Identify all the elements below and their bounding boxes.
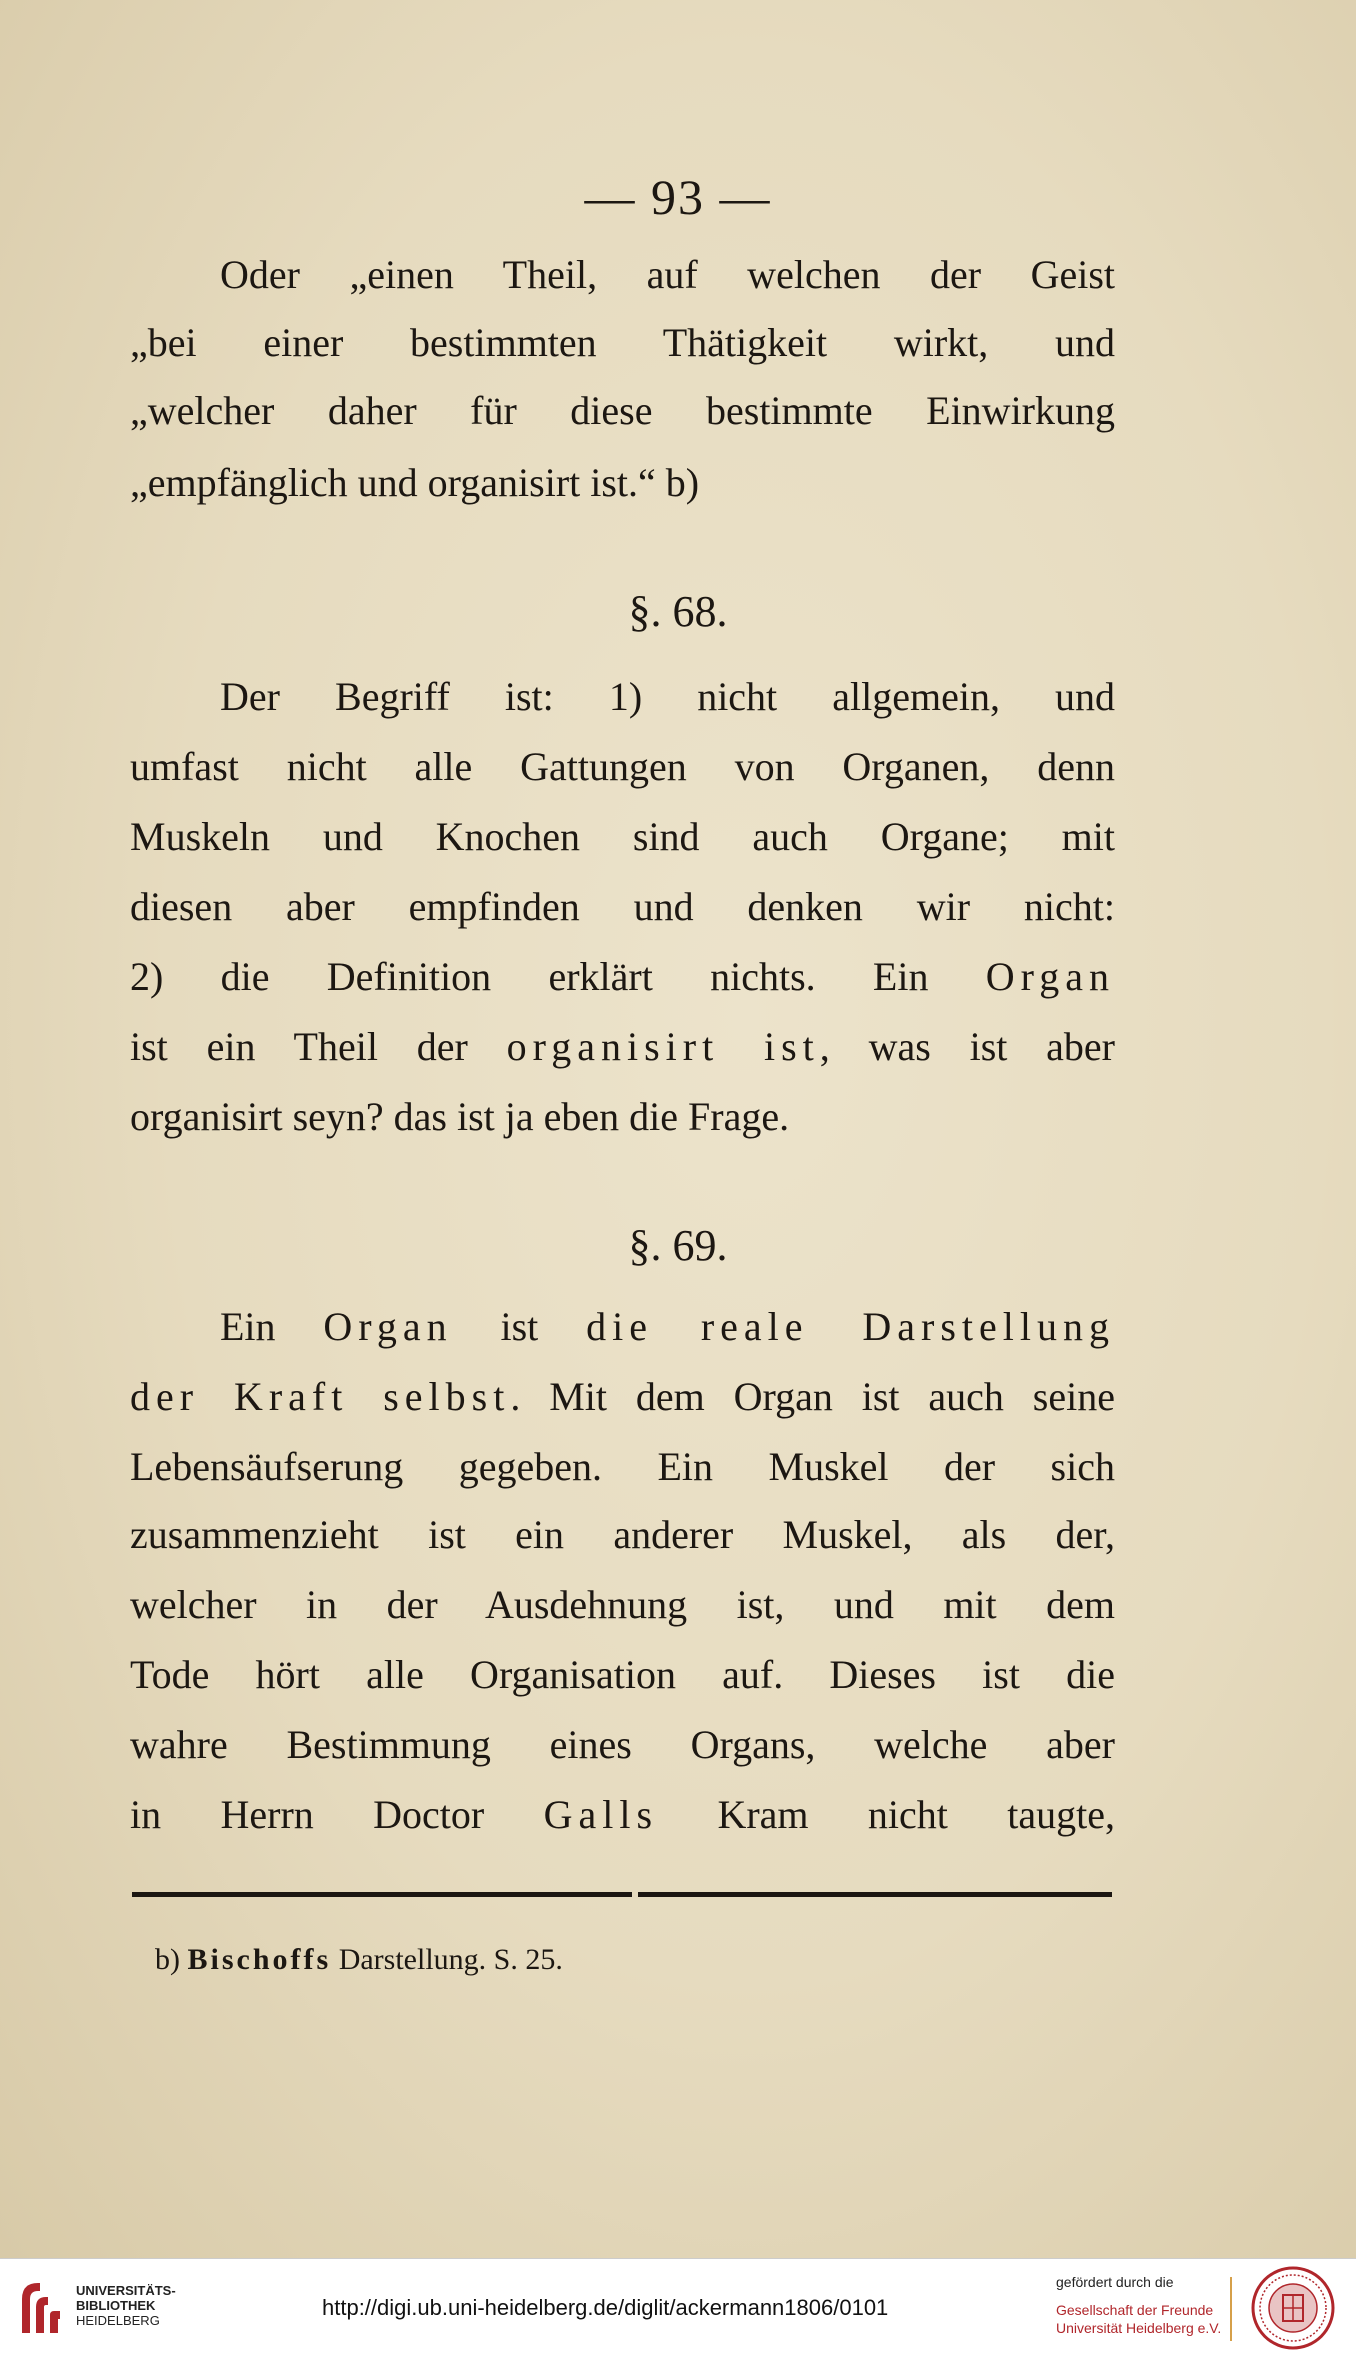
text-segment: in Herrn Doctor (130, 1792, 544, 1837)
text-segment: Ein (220, 1304, 324, 1349)
page-number: — 93 — (584, 169, 772, 225)
text-line: „empfänglich und organisirt ist.“ b) (130, 460, 700, 505)
text-line (130, 1790, 1115, 1840)
footnote-rule-gap (632, 1890, 638, 1899)
text-line (130, 1302, 1115, 1352)
emphasis-text: Organ (323, 1304, 453, 1349)
library-logo-icon[interactable] (14, 2277, 68, 2339)
university-seal-icon (1250, 2265, 1336, 2351)
emphasis-text: Galls (543, 1792, 659, 1837)
footnote-author: Bischoffs (187, 1943, 332, 1976)
sponsor-org[interactable]: Gesellschaft der Freunde (1056, 2302, 1214, 2318)
text-segment: , was ist aber (819, 1024, 1115, 1069)
emphasis-text: die (586, 1304, 653, 1349)
sponsor-block (1056, 2273, 1221, 2337)
text-segment: ist (452, 1304, 587, 1349)
text-line: umfast nicht alle Gattungen von Organen, denn (130, 744, 1115, 789)
library-name-line: BIBLIOTHEK (76, 2298, 156, 2313)
footnote (155, 1943, 563, 1977)
emphasis-text: der Kraft selbst (130, 1374, 511, 1419)
text-line: Muskeln und Knochen sind auch Organe; mit (130, 814, 1115, 859)
library-name-line: HEIDELBERG (76, 2313, 160, 2328)
emphasis-text: organisirt ist (506, 1024, 820, 1069)
section-heading-69: §. 69. (628, 1221, 728, 1270)
text-line: Tode hört alle Organisation auf. Dieses ist die (130, 1652, 1115, 1697)
emphasis-text: reale Darstellung (700, 1304, 1116, 1349)
text-line (130, 1022, 1115, 1072)
footnote-marker: b) (155, 1943, 180, 1976)
footnote-rule (132, 1892, 1112, 1897)
permalink-url[interactable]: http://digi.ub.uni-heidelberg.de/diglit/ackermann1806/0101 (322, 2295, 889, 2320)
footnote-text: Darstellung. S. 25. (331, 1943, 563, 1976)
text-segment: ist ein Theil der (130, 1024, 507, 1069)
text-line (130, 952, 1115, 1002)
text-segment: 2) die Definition erklärt nichts. Ein (130, 954, 986, 999)
text-segment (653, 1304, 701, 1349)
text-line: Lebensäufserung gegeben. Ein Muskel der sich (130, 1444, 1115, 1489)
library-name (76, 2283, 176, 2328)
footer-bar (0, 2258, 1356, 2356)
text-line: Oder „einen Theil, auf welchen der Geist (220, 252, 1115, 297)
text-line: wahre Bestimmung eines Organs, welche aber (130, 1722, 1115, 1767)
text-line: welcher in der Ausdehnung ist, und mit dem (130, 1582, 1115, 1627)
text-line: „bei einer bestimmten Thätigkeit wirkt, und (130, 320, 1115, 365)
section-heading-68: §. 68. (628, 587, 728, 636)
sponsor-label: gefördert durch die (1056, 2274, 1174, 2290)
text-line: diesen aber empfinden und denken wir nicht: (130, 884, 1115, 929)
text-segment: . Mit dem Organ ist auch seine (510, 1374, 1115, 1419)
text-line: Der Begriff ist: 1) nicht allgemein, und (220, 674, 1115, 719)
text-segment: Kram nicht taugte, (658, 1792, 1115, 1837)
sponsor-org[interactable]: Universität Heidelberg e.V. (1056, 2320, 1222, 2336)
text-line: „welcher daher für diese bestimmte Einwirkung (130, 388, 1115, 433)
emphasis-text: Organ (985, 954, 1115, 999)
footer-divider (1230, 2277, 1232, 2341)
text-line (130, 1372, 1115, 1422)
text-line: organisirt seyn? das ist ja eben die Frage. (130, 1094, 790, 1139)
text-line: zusammenzieht ist ein anderer Muskel, als der, (130, 1512, 1115, 1557)
library-name-line: UNIVERSITÄTS- (76, 2283, 176, 2298)
